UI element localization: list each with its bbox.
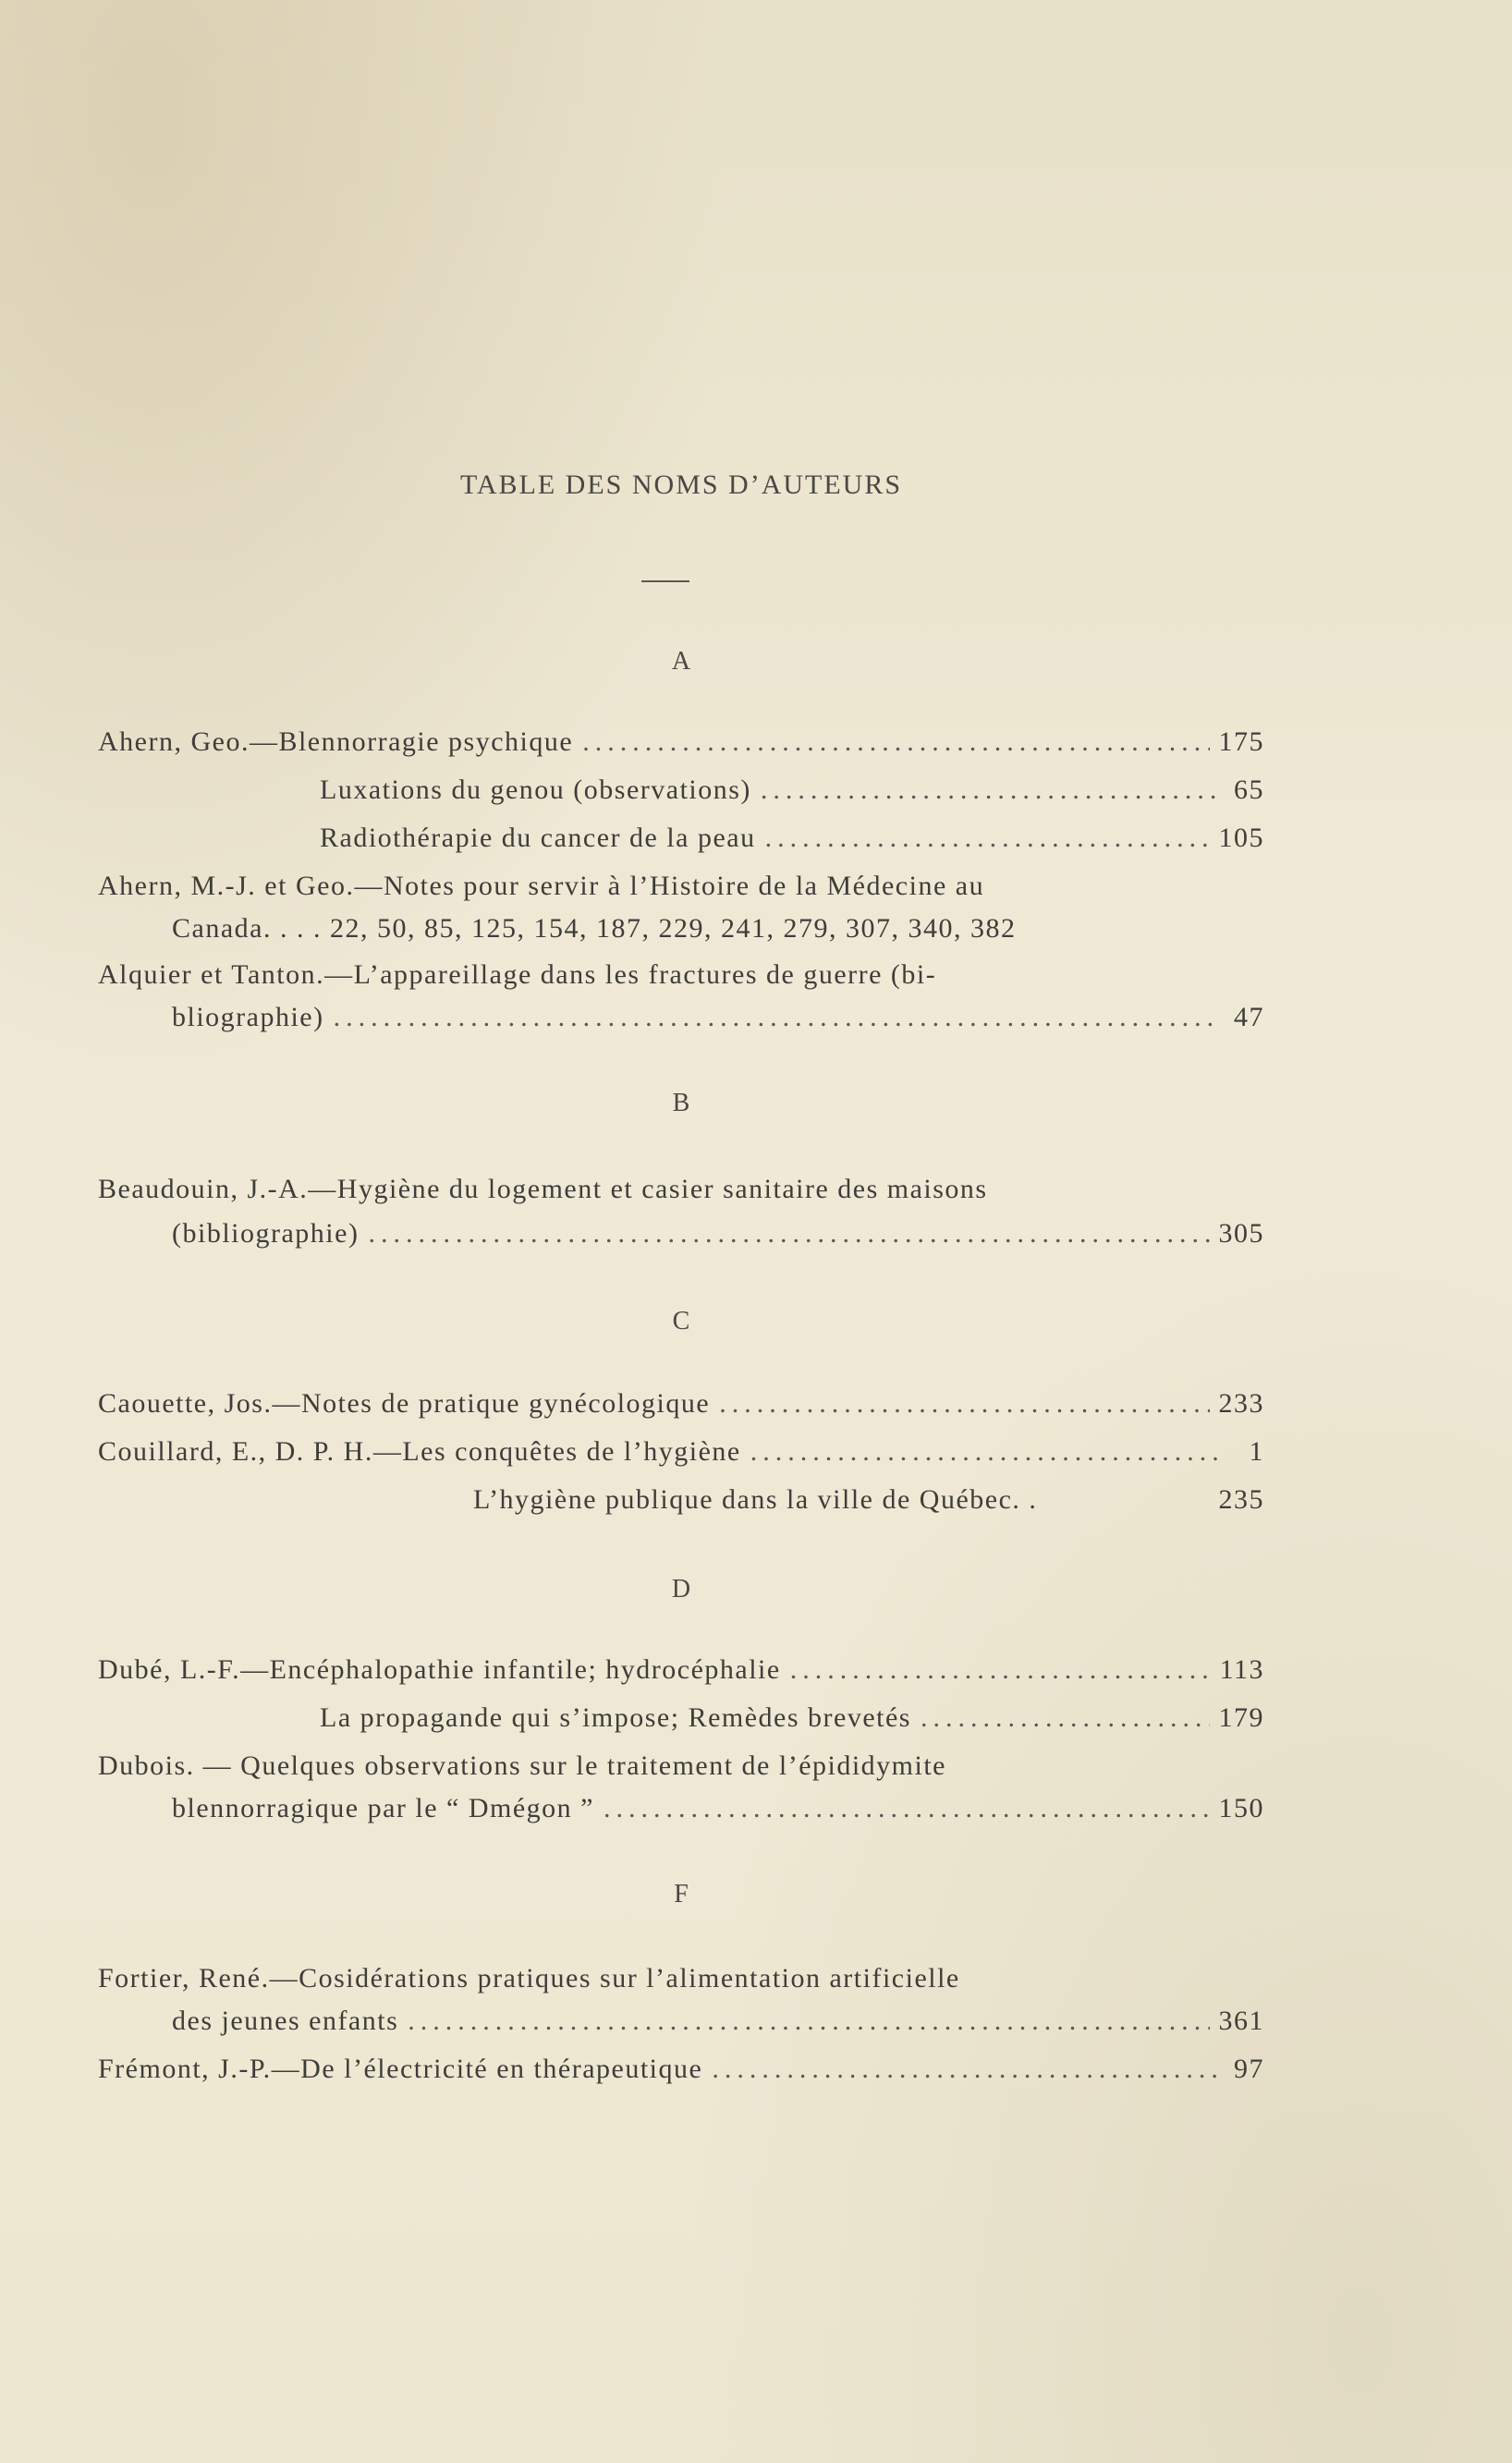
page-number: 1 bbox=[1249, 1436, 1264, 1467]
dot-leader bbox=[582, 726, 1209, 758]
title-divider bbox=[641, 580, 689, 582]
index-entry bbox=[98, 1963, 1264, 2004]
index-entry bbox=[98, 1484, 1264, 1525]
page-number: 233 bbox=[1218, 1388, 1264, 1419]
page-number: 150 bbox=[1218, 1793, 1264, 1823]
entry-text: L’hygiène publique dans la ville de Québec. . bbox=[473, 1484, 1038, 1515]
entry-text: Beaudouin, J.-A.—Hygiène du logement et casier sanitaire des maisons bbox=[98, 1174, 988, 1204]
entry-text: bliographie) bbox=[172, 1002, 324, 1032]
page-number: 179 bbox=[1218, 1702, 1264, 1733]
entry-text: Radiothérapie du cancer de la peau bbox=[320, 823, 756, 853]
index-entry bbox=[98, 1174, 1264, 1214]
section-letter-f: F bbox=[674, 1880, 689, 1908]
entry-text: La propagande qui s’impose; Remèdes brevetés bbox=[320, 1702, 911, 1733]
dot-leader bbox=[368, 1218, 1209, 1250]
index-entry-continuation bbox=[98, 1002, 1264, 1043]
entry-text: Caouette, Jos.—Notes de pratique gynécologique bbox=[98, 1388, 711, 1419]
entry-text: Canada. . . . 22, 50, 85, 125, 154, 187, 229, 241, 279, 307, 340, 382 bbox=[172, 913, 1017, 944]
index-entry bbox=[98, 1654, 1264, 1695]
page-title: TABLE DES NOMS D’AUTEURS bbox=[459, 469, 903, 500]
dot-leader bbox=[750, 1436, 1218, 1468]
section-letter-a: A bbox=[671, 647, 691, 676]
index-entry bbox=[98, 1750, 1264, 1791]
index-entry bbox=[98, 959, 1264, 1000]
page-number: 105 bbox=[1218, 823, 1264, 853]
index-entry bbox=[98, 774, 1264, 815]
entry-text: Ahern, M.-J. et Geo.—Notes pour servir à l’Histoire de la Médecine au bbox=[98, 871, 985, 901]
index-entry bbox=[98, 1388, 1264, 1429]
entry-text: Couillard, E., D. P. H.—Les conquêtes de l’hygiène bbox=[98, 1436, 741, 1467]
index-entry-continuation bbox=[98, 2006, 1264, 2046]
index-entry bbox=[98, 1702, 1264, 1743]
page-number: 361 bbox=[1218, 2006, 1264, 2036]
section-letter-d: D bbox=[671, 1575, 691, 1603]
index-entry bbox=[98, 726, 1264, 767]
entry-text: Alquier et Tanton.—L’appareillage dans les fractures de guerre (bi- bbox=[98, 959, 937, 990]
page-number: 175 bbox=[1218, 726, 1264, 757]
index-entry-continuation bbox=[98, 1218, 1264, 1259]
dot-leader bbox=[408, 2006, 1209, 2037]
entry-text: Dubois. — Quelques observations sur le traitement de l’épididymite bbox=[98, 1750, 946, 1781]
page-number: 113 bbox=[1219, 1654, 1264, 1685]
page-content bbox=[98, 0, 1264, 2463]
dot-leader bbox=[765, 823, 1210, 854]
entry-text: blennorragique par le “ Dmégon ” bbox=[172, 1793, 594, 1823]
entry-text: Luxations du genou (observations) bbox=[320, 774, 751, 805]
entry-text: des jeunes enfants bbox=[172, 2006, 399, 2036]
dot-leader bbox=[761, 774, 1218, 806]
index-entry bbox=[98, 1436, 1264, 1477]
entry-text: (bibliographie) bbox=[172, 1218, 360, 1249]
dot-leader bbox=[719, 1388, 1209, 1420]
index-entry bbox=[98, 871, 1264, 911]
section-letter-c: C bbox=[672, 1307, 690, 1335]
section-letter-b: B bbox=[672, 1089, 690, 1117]
dot-leader bbox=[712, 2054, 1218, 2085]
dot-leader bbox=[334, 1002, 1218, 1033]
dot-leader bbox=[921, 1702, 1210, 1734]
index-entry bbox=[98, 2054, 1264, 2094]
entry-text: Ahern, Geo.—Blennorragie psychique bbox=[98, 726, 574, 757]
index-entry-continuation bbox=[98, 913, 1264, 954]
dot-leader bbox=[604, 1793, 1210, 1824]
page-number: 235 bbox=[1218, 1484, 1264, 1515]
entry-text: Fortier, René.—Cosidérations pratiques sur l’alimentation artificielle bbox=[98, 1963, 960, 1994]
page-number: 65 bbox=[1234, 774, 1264, 805]
page-number: 305 bbox=[1218, 1218, 1264, 1249]
page-number: 47 bbox=[1234, 1002, 1264, 1032]
dot-leader bbox=[790, 1654, 1211, 1686]
entry-text: Dubé, L.-F.—Encéphalopathie infantile; hydrocéphalie bbox=[98, 1654, 781, 1685]
page-number: 97 bbox=[1234, 2054, 1264, 2084]
entry-text: Frémont, J.-P.—De l’électricité en thérapeutique bbox=[98, 2054, 703, 2084]
index-entry bbox=[98, 823, 1264, 863]
index-entry-continuation bbox=[98, 1793, 1264, 1834]
